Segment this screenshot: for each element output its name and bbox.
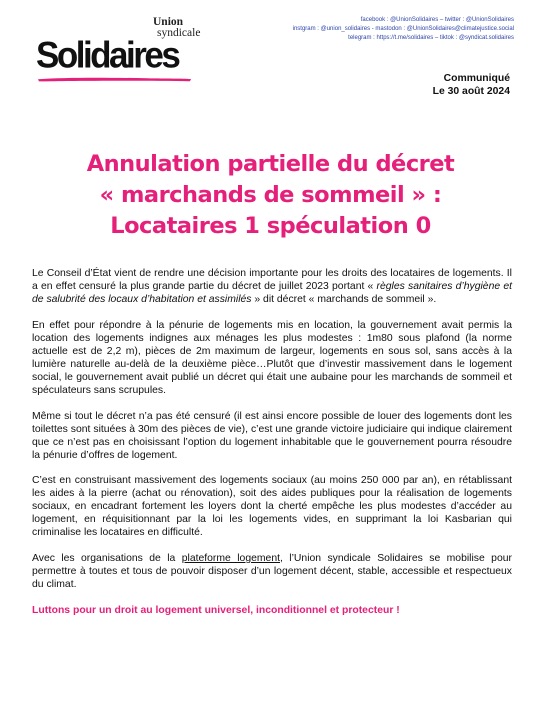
paragraph-1-start: Le Conseil d’État vient de rendre une décision importante pour les droits des locataires de logements. Il a en effet censuré la plus grande partie du décret de juillet 2023 portant «	[32, 268, 512, 292]
document-meta	[433, 73, 510, 98]
closing-slogan: Luttons pour un droit au logement universel, inconditionnel et protecteur !	[32, 604, 400, 616]
paragraph-1	[32, 267, 512, 306]
plateforme-logement-link[interactable]: plateforme logement	[181, 553, 280, 565]
paragraph-1-end: » dit décret « marchands de sommeil ».	[251, 294, 437, 305]
social-line-telegram-tiktok[interactable]: telegram : https://t.me/solidaires – tiktok : @syndicat.solidaires	[348, 35, 514, 42]
page-title	[30, 149, 511, 242]
paragraph-1-quote: règles sanitaires d’hygiène et de salubrité des locaux d’habitation et assimilés	[32, 281, 512, 305]
paragraph-5	[32, 552, 512, 591]
title-line-1: Annulation partielle du décret	[86, 151, 455, 177]
paragraph-5-end: , l’Union syndicale Solidaires se mobilise pour permettre à toutes et tous de pouvoir disposer d’un logement décent, stable, accessible et respectueux du climat.	[32, 553, 512, 591]
title-line-3: Locataires 1 spéculation 0	[110, 213, 431, 239]
social-line-instagram-mastodon[interactable]: instgram : @union_solidaires - mastodon : @UnionSolidaires@climatejustice.social	[292, 26, 514, 33]
paragraph-5-start: Avec les organisations de la	[32, 553, 182, 565]
logo-union-text: Union	[153, 16, 184, 28]
paragraph-3: Même si tout le décret n’a pas été censuré (il est ainsi encore possible de louer des logements dont les toilettes sont situées à 30m des pièces de vie), c’est une grande victoire judiciaire qui indique clairement que ce n’est pas en choisissant l’option du logement inhabitable que le gouvernement pourra résoudre la pénurie d’offres de logement.	[32, 410, 512, 461]
logo-brush-underline	[37, 76, 192, 82]
title-line-2: « marchands de sommeil » :	[99, 182, 442, 208]
social-links	[214, 16, 514, 44]
document-body	[32, 267, 512, 630]
document-date: Le 30 août 2024	[432, 85, 510, 97]
document-type: Communiqué	[443, 73, 510, 84]
social-line-facebook-twitter[interactable]: facebook : @UnionSolidaires – twitter : @UnionSolidaires	[360, 17, 514, 23]
paragraph-4: C’est en construisant massivement des logements sociaux (au moins 250 000 par an), en rétablissant les aides à la pierre (achat ou rénovation), soit des aides publiques pour la réalisation de logements sociaux, en encadrant fortement les loyers dont la cherté empêche les plus modestes d’accéder au logement, en réquisitionnant par la loi les logements vides, en supprimant la loi Kasbarian qui criminalise les locataires en difficulté.	[32, 475, 512, 539]
solidaires-logo	[31, 16, 201, 78]
logo-wordmark: Solidaires	[36, 34, 179, 76]
paragraph-2: En effet pour répondre à la pénurie de logements mis en location, la gouvernement avait permis la location des logements indignes aux ménages les plus modestes : 1m80 sous plafond (la norme actuelle est de 2,2 m), pièces de 2m maximum de largeur, logements en sous sol, sans accès à la lumière naturelle au-delà de la deuxième pièce…Plutôt que d’investir massivement dans le logement social, le gouvernement avait publié un décret qui était une aubaine pour les marchands de sommeil et spéculateurs sans scrupules.	[32, 319, 512, 396]
logo-syndicale-text: syndicale	[157, 27, 201, 39]
